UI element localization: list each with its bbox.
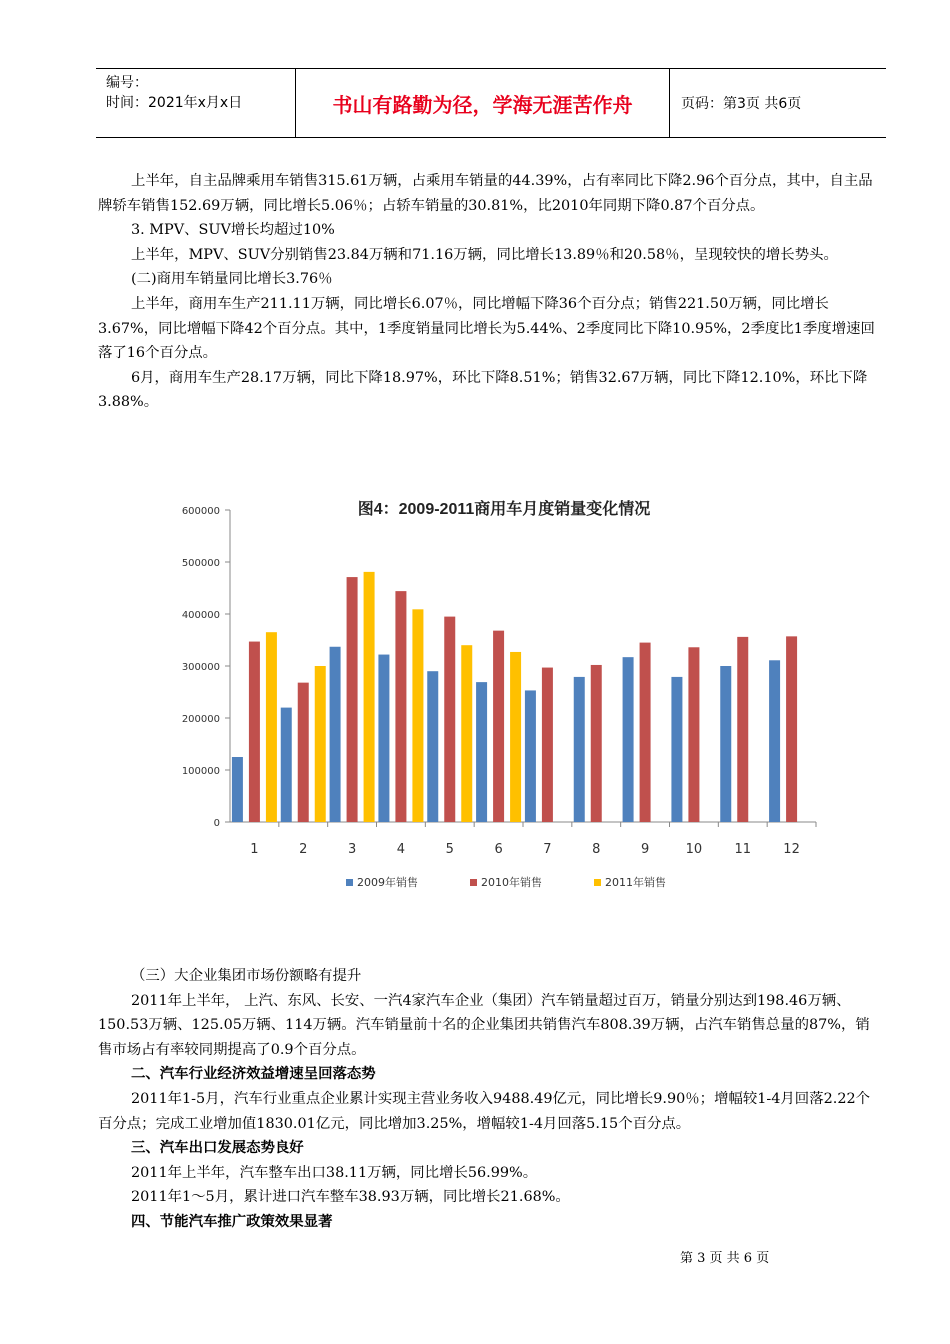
bar [298,683,309,822]
bar [542,668,553,822]
section-heading: 四、节能汽车推广政策效果显著 [131,1213,333,1230]
y-tick-label: 0 [213,818,220,829]
bar [574,677,585,822]
bar [737,637,748,822]
paragraph: 6月，商用车生产28.17万辆，同比下降18.97%，环比下降8.51%；销售32.67万辆，同比下降12.10%，环比下降3.88%。 [98,369,868,411]
bar [427,671,438,822]
y-tick-label: 400000 [181,610,220,621]
bar [525,690,536,822]
bar [769,660,780,822]
bar [623,657,634,822]
x-tick-label: 8 [592,842,601,857]
bar [493,631,504,822]
paragraph: 上半年，商用车生产211.11万辆，同比增长6.07％，同比增幅下降36个百分点；销售221.50万辆，同比增长3.67%，同比增幅下降42个百分点。其中，1季度销量同比增长为5.44%、2季度同比下降10.95%，2季度比1季度增速回落了16个百分点。 [98,295,875,362]
y-tick-label: 300000 [181,662,220,673]
x-tick-label: 3 [347,842,357,857]
paragraph: 2011年1-5月，汽车行业重点企业累计实现主营业务收入9488.49亿元，同比增长9.90％；增幅较1-4月回落2.22个百分点；完成工业增加值1830.01亿元，同比增加3.25%，增幅较1-4月回落5.15个百分点。 [98,1090,871,1132]
bar [476,682,487,822]
header-time: 时间：2021年x月x日 [106,95,243,111]
bar [412,609,423,822]
paragraph: 2011年1～5月，累计进口汽车整车38.93万辆，同比增长21.68%。 [131,1189,570,1206]
x-tick-label: 7 [543,842,552,857]
chart-svg [164,482,826,912]
bar [378,655,389,822]
x-tick-label: 6 [494,842,503,857]
body-text-top [98,169,884,415]
header-motto: 书山有路勤为径，学海无涯苦作舟 [296,69,670,137]
legend-swatch [594,879,601,886]
bar [315,666,326,822]
legend-label: 2009年销售 [357,876,418,889]
x-tick-label: 5 [445,842,454,857]
bar [640,643,651,822]
x-tick-label: 10 [685,842,703,857]
bar [461,645,472,822]
legend-swatch [346,879,353,886]
x-tick-label: 11 [734,842,752,857]
paragraph: 3. MPV、SUV增长均超过10% [131,222,335,239]
bar [786,636,797,822]
bar [720,666,731,822]
section-heading: （三）大企业集团市场份额略有提升 [131,968,362,984]
x-tick-label: 1 [250,842,259,857]
x-tick-label: 9 [640,842,650,857]
x-tick-label: 12 [783,842,800,857]
paragraph: 2011年上半年， 上汽、东风、长安、一汽4家汽车企业（集团）汽车销量超过百万，销量分别达到198.46万辆、150.53万辆、125.05万辆、114万辆。汽车销量前十名的企业集团共销售汽车808.39万辆，占汽车销售总量的87%，销售市场占有率较同期提高了0.9个百分点。 [98,992,870,1058]
bar [444,617,455,822]
header-number: 编号： [106,75,148,91]
section-heading: 二、汽车行业经济效益增速呈回落态势 [131,1066,376,1083]
bar [671,677,682,822]
bar [266,632,277,822]
x-tick-label: 4 [396,842,406,857]
paragraph: 上半年，MPV、SUV分别销售23.84万辆和71.16万辆，同比增长13.89％和20.58％，呈现较快的增长势头。 [131,246,838,263]
body-text-bottom [98,964,884,1235]
bar [364,572,375,822]
bar [347,577,358,822]
y-tick-label: 500000 [181,558,220,569]
paragraph: 上半年，自主品牌乘用车销售315.61万辆，占乘用车销量的44.39%，占有率同比下降2.96个百分点，其中，自主品牌轿车销售152.69万辆，同比增长5.06％；占轿车销量的30.81%，比2010年同期下降0.87个百分点。 [98,173,873,214]
chart-title: 图4：2009-2011商用车月度销量变化情况 [357,501,651,518]
paragraph: 2011年上半年，汽车整车出口38.11万辆，同比增长56.99%。 [131,1164,538,1181]
bar [330,647,341,822]
y-tick-label: 100000 [181,766,220,777]
header-meta [96,69,296,137]
bar [281,708,292,822]
legend-swatch [470,879,477,886]
bar [395,591,406,822]
page-header [96,68,886,138]
bar [249,642,260,822]
section-heading: (二)商用车销量同比增长3.76％ [131,271,333,288]
page-footer: 第 3 页 共 6 页 [680,1251,770,1266]
bar [232,757,243,822]
section-heading: 三、汽车出口发展态势良好 [131,1140,304,1157]
header-page-number: 页码：第3页 共6页 [681,96,802,112]
x-tick-label: 2 [299,842,308,857]
bar [688,647,699,822]
sales-chart [164,482,826,912]
bar [510,652,521,822]
legend-label: 2011年销售 [605,876,666,889]
y-tick-label: 200000 [181,714,220,725]
y-tick-label: 600000 [181,506,220,517]
legend-label: 2010年销售 [481,876,542,889]
bar [591,665,602,822]
